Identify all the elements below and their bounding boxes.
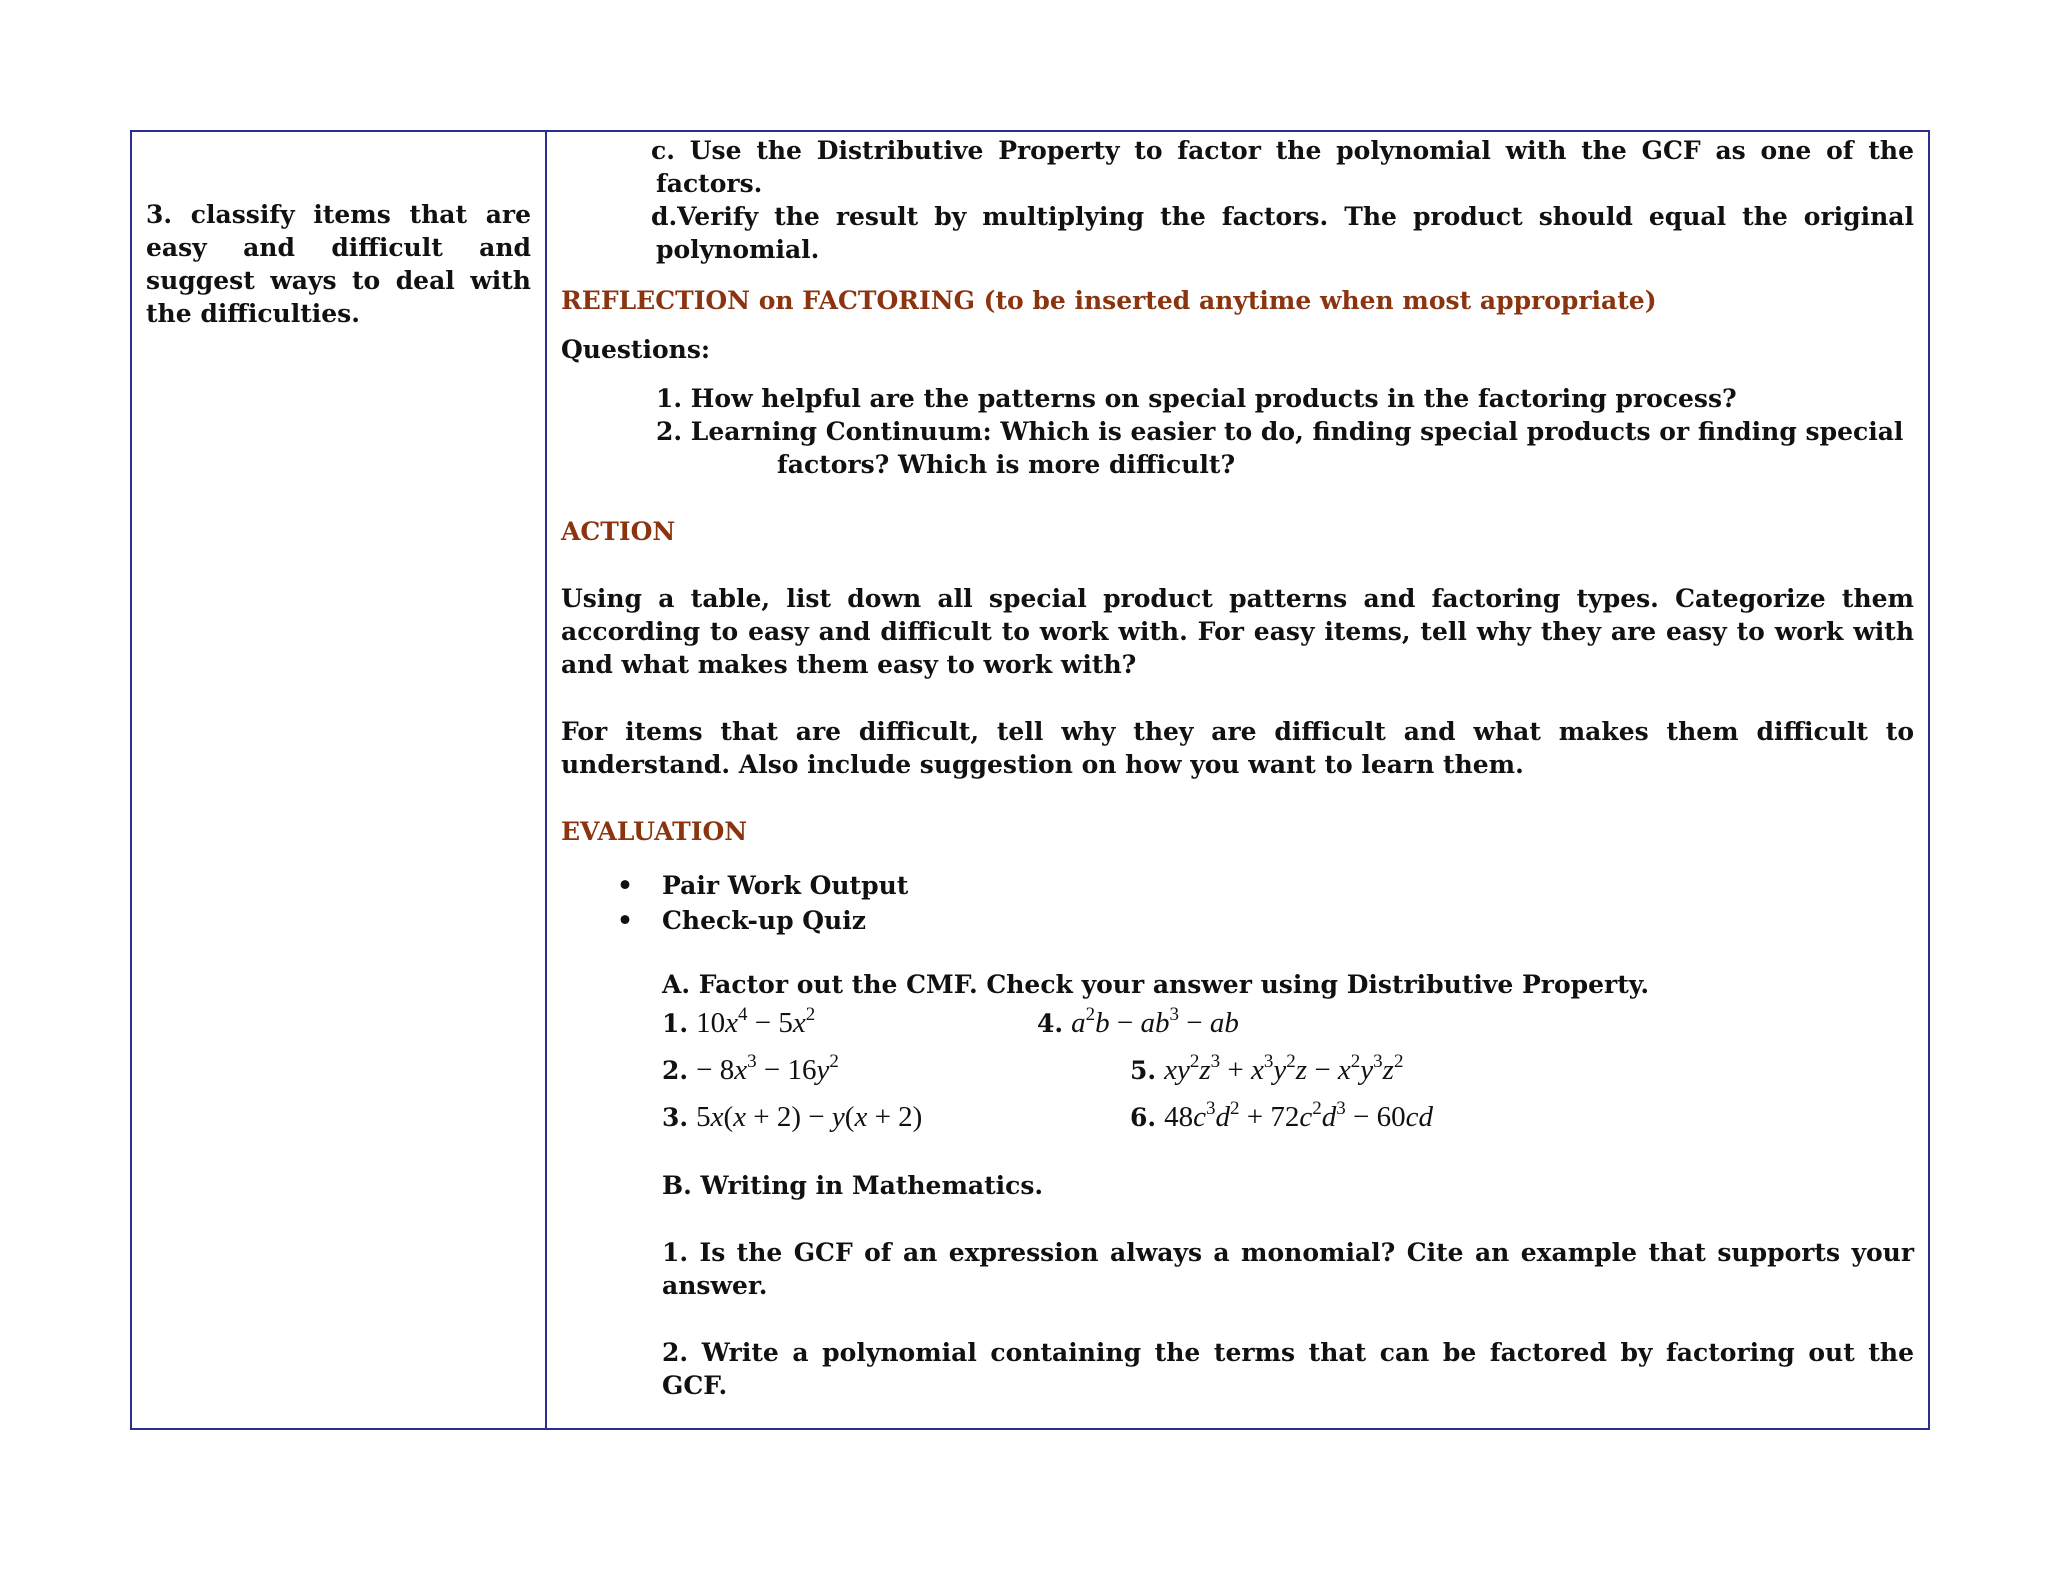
bullet-label: Check-up Quiz <box>662 906 866 935</box>
action-paragraph-1: Using a table, list down all special product patterns and factoring types. Categorize them according to easy and difficult to work with. For easy items, tell why they are easy to work with and what makes them easy to work with? <box>561 584 1914 679</box>
evaluation-list <box>561 868 1914 938</box>
reflection-heading: REFLECTION on FACTORING (to be inserted anytime when most appropriate) <box>561 286 1657 315</box>
part-b-heading: B. Writing in Mathematics. <box>662 1171 1044 1200</box>
step-d: d.Verify the result by multiplying the factors. The product should equal the original polynomial. <box>651 202 1914 264</box>
writing-question-1: 1. Is the GCF of an expression always a monomial? Cite an example that supports your answer. <box>662 1238 1914 1300</box>
exercise-1: 1. $10x^4 - 5x^2$ <box>662 1004 816 1039</box>
evaluation-heading: EVALUATION <box>561 817 748 846</box>
exercise-6: 6. $48c^3d^2 + 72c^2d^3 - 60cd$ <box>1130 1098 1433 1133</box>
exercise-grid <box>561 1004 1914 1149</box>
question-1: 1. How helpful are the patterns on special products in the factoring process? <box>656 384 1737 413</box>
writing-question-2: 2. Write a polynomial containing the terms that can be factored by factoring out the GCF. <box>662 1338 1914 1400</box>
exercise-2: 2. − $8x^3 - 16y^2$ <box>662 1051 839 1086</box>
action-heading: ACTION <box>561 517 676 546</box>
exercise-4: 4. $a^2b - ab^3$ − ab <box>1037 1004 1239 1039</box>
content-column <box>547 132 1928 1428</box>
question-2: 2. Learning Continuum: Which is easier to do, finding special products or finding special <box>656 417 1904 446</box>
exercise-3: 3. 5x(x + 2) − y(x + 2) <box>662 1101 923 1133</box>
step-c: c. Use the Distributive Property to factor the polynomial with the GCF as one of the factors. <box>651 136 1914 198</box>
part-a-heading: A. Factor out the CMF. Check your answer using Distributive Property. <box>662 970 1650 999</box>
exercise-5: 5. $xy^2z^3 + x^3y^2z - x^2y^3z^2$ <box>1130 1051 1404 1086</box>
question-2-continued: factors? Which is more difficult? <box>777 450 1236 479</box>
lesson-table <box>130 130 1930 1430</box>
action-paragraph-2: For items that are difficult, tell why they are difficult and what makes them difficult to understand. Also include suggestion on how you want to learn them. <box>561 717 1914 779</box>
bullet-icon: • <box>617 871 633 900</box>
objective-text: 3. classify items that are easy and difficult and suggest ways to deal with the difficulties. <box>146 200 531 328</box>
list-item <box>617 903 1914 938</box>
objective-column <box>132 132 547 1428</box>
bullet-icon: • <box>617 906 633 935</box>
list-item <box>617 868 1914 903</box>
bullet-label: Pair Work Output <box>662 871 909 900</box>
questions-label: Questions: <box>561 335 711 364</box>
